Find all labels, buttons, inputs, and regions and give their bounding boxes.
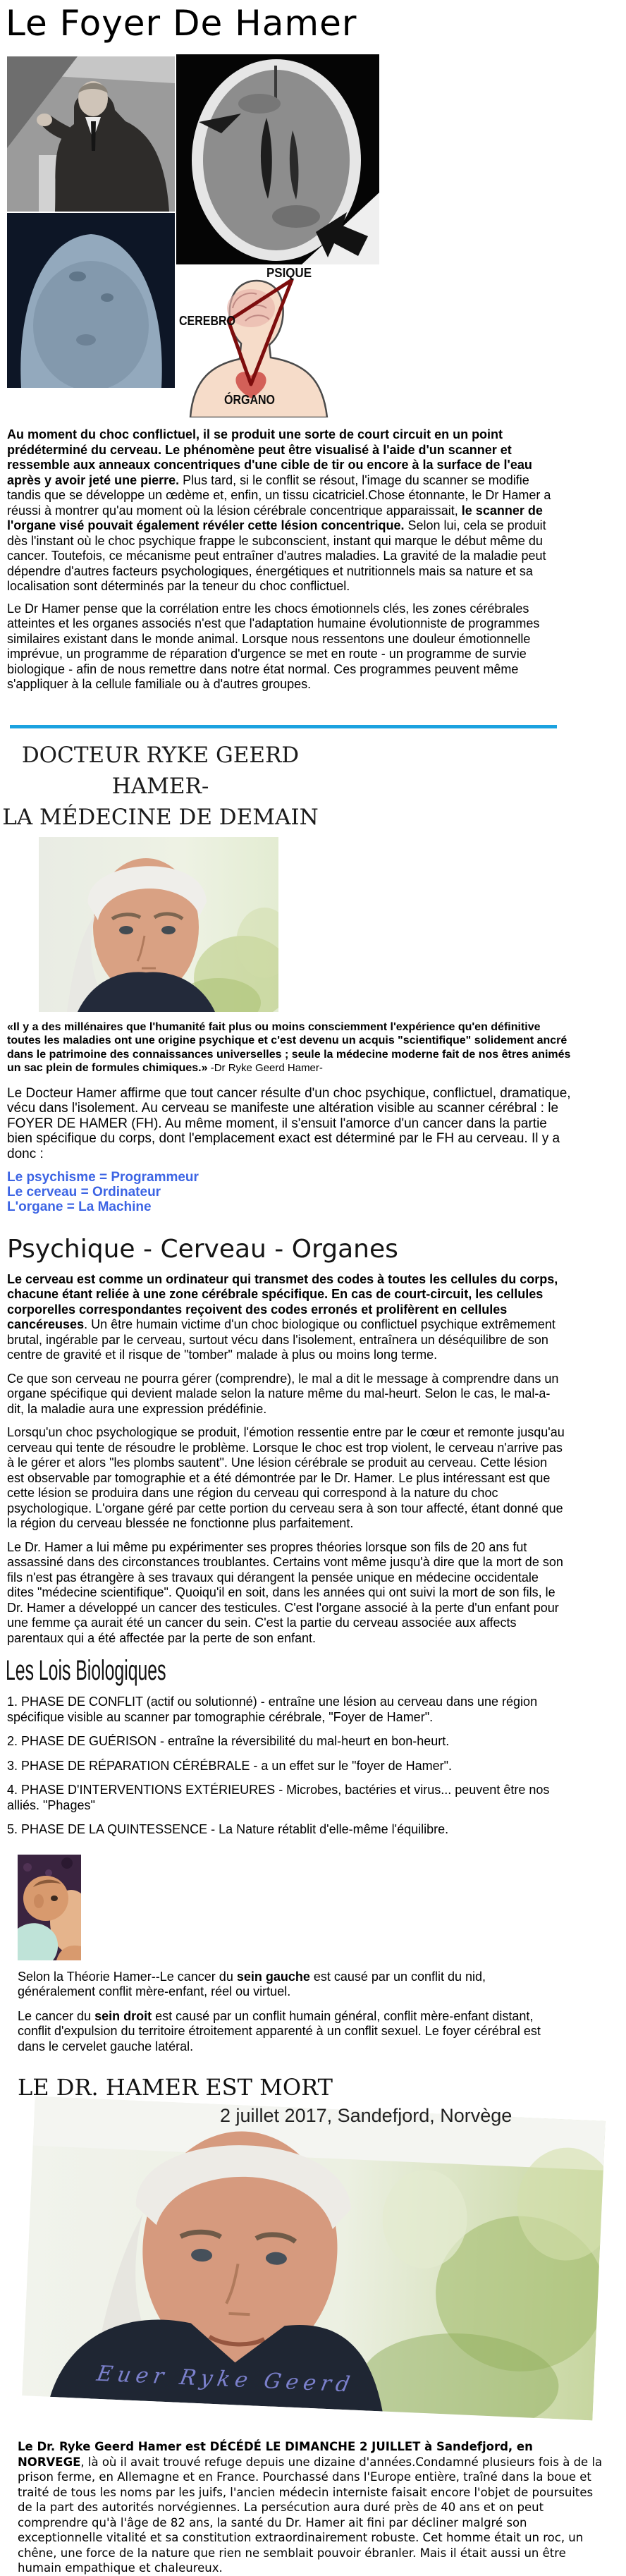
brain-ct-scan-image <box>176 54 379 264</box>
doctor-paragraph: Le Docteur Hamer affirme que tout cancer résulte d'un choc psychique, conflictuel, dramatique, vécu dans l'isolement. Au cerveau se manifeste une altération visible au scanner cérébral : le FOYER DE HAMER (FH). Au même moment, il s'ensuit l'amorce d'un cancer dans la partie bien spécifique du corps, dont l'emplacement exact est déterminé par le FH au cerveau. Il y a donc : <box>7 1085 571 1161</box>
hamer-signature: Euer Ryke Geerd <box>94 2362 357 2398</box>
law-item-2: 2. PHASE DE GUÉRISON - entraîne la réversibilité du mal-heurt en bon-heurt. <box>7 1734 450 1749</box>
sd-run-3: est causé par un conflit humain général, conflit mère-enfant distant, conflit d'expulsion du territoire étroitement apparenté à un conflit sexuel. Le foyer cérébral est dans le cervelet gauche latéral. <box>18 2008 541 2053</box>
sein-droit-paragraph <box>18 2009 560 2055</box>
doctor-heading-line1: DOCTEUR RYKE GEERD HAMER- <box>21 742 300 799</box>
label-cerebro: CEREBRO <box>179 314 235 328</box>
pco-paragraph-4: Le Dr. Hamer a lui même pu expérimenter ses propres théories lorsque son fils de 20 ans fut assassiné dans des circonstances troublantes. Certains vont même jusqu'à dire que la mort de son fils n'est pas étrangère à ses travaux qui dérangent la pensée unique en médecine occidentale dites "médecine scientifique". Quoiqu'il en soit, dans les années qui ont suivi la mort de son fils, le Dr. Hamer a développé un cancer des testicules. C'est l'organe associé à la perte d'un enfant pour une femme ça aurait été un cancer du sein. C'est la partie du cerveau associée aux affects parentaux qui a été affectée par la perte de son enfant. <box>7 1539 563 1645</box>
pco-paragraph-1 <box>7 1272 565 1363</box>
hamer-final-portrait-photo <box>22 2096 606 2421</box>
doctor-section <box>0 740 321 1012</box>
doctor-heading-line2: LA MÉDECINE DE DEMAIN <box>2 804 319 830</box>
intro-p1-bold-1: Au moment du choc conflictuel, il se produit une sorte de court circuit en un point prédéterminé du cerveau. Le phénomène peut être visualisé à l'aide d'un scanner et ressemble aux anneaux concentriques d'une cible de tir ou encore à la surface de l'eau après y avoir jeté une pierre. <box>7 427 532 487</box>
death-date: 2 juillet 2017, Sandefjord, Norvège <box>220 2105 513 2127</box>
equation-organe: L'organe = La Machine <box>7 1200 152 1214</box>
page-title: Le Foyer De Hamer <box>6 3 357 44</box>
equations-block <box>7 1170 626 1214</box>
intro-p1-normal-2: Selon lui, cela se produit dès l'instant où le choc psychique frappe le subconscient, instant qui marque le début même du cancer. Toutefois, ce mécanisme peut entraîner d'autres maladies. La gravité de la maladie peut dépendre d'autres facteurs psychologiques, énergétiques et nutritionnels mais sa nature et sa localisation sont déterminés par la teneur du choc conflictuel. <box>7 518 546 593</box>
sg-run-3: est causé par un conflit du nid, généralement conflit mère-enfant, réel ou virtuel. <box>18 1969 486 1999</box>
sd-run-1: Le cancer du <box>18 2008 95 2023</box>
equation-cerveau: Le cerveau = Ordinateur <box>7 1185 161 1200</box>
blue-divider <box>10 725 557 728</box>
quote-attribution: -Dr Ryke Geerd Hamer- <box>207 1062 323 1074</box>
intro-p1-normal-1: Plus tard, si le conflit se résout, l'image du scanner se modifie tandis que se développe un œdème et, enfin, un tissu cicatriciel.Chose étonnante, le Dr Hamer a réussi à montrer qu'au moment où la lésion cérébrale concentrique apparaissait, <box>7 472 551 518</box>
law-item-4: 4. PHASE D'INTERVENTIONS EXTÉRIEURES - Microbes, bactéries et virus... peuvent être nos alliés. "Phages" <box>7 1783 550 1812</box>
sg-run-2: sein gauche <box>236 1969 310 1984</box>
sg-run-1: Selon la Théorie Hamer--Le cancer du <box>18 1969 237 1984</box>
death-p-bold: Le Dr. Ryke Geerd Hamer est DÉCÉDÉ LE DIMANCHE 2 JUILLET à Sandefjord, en NORVEGE <box>18 2440 533 2469</box>
blue-brain-scan-image <box>7 213 175 388</box>
pco-p1-normal: . Un être humain victime d'un choc biologique ou conflictuel psychique extrêmement brutal, ingérable par le cerveau, surtout vécu dans l'isolement, entraînera un déséquilibre de son centre de gravité et il risque de "tomber" malade à plus ou moins long terme. <box>7 1317 556 1362</box>
psyche-brain-organ-diagram <box>178 264 336 417</box>
law-item-5: 5. PHASE DE LA QUINTESSENCE - La Nature rétablit d'elle-même l'équilibre. <box>7 1822 449 1837</box>
hamer-portrait-photo <box>39 837 278 1012</box>
law-item-1: 1. PHASE DE CONFLIT (actif ou solutionné) - entraîne une lésion au cerveau dans une région spécifique visible au scanner par tomographie cérébrale, "Foyer de Hamer". <box>7 1695 538 1724</box>
intro-paragraph-1 <box>7 427 565 594</box>
death-heading: LE DR. HAMER EST MORT <box>18 2074 333 2101</box>
law-item-3: 3. PHASE DE RÉPARATION CÉRÉBRALE - a un effet sur le "foyer de Hamer". <box>7 1758 453 1773</box>
pco-paragraph-2: Ce que son cerveau ne pourra gérer (comprendre), le mal a dit le message à comprendre dans un organe spécifique qui devient malade selon la nature même du mal-heurt. Selon le cas, le mal-a-dit, la maladie aura une expression prédéfinie. <box>7 1371 559 1416</box>
intro-p1-bold-2: le scanner de l'organe visé pouvait également révéler cette lésion concentrique. <box>7 503 543 532</box>
label-psique: PSIQUE <box>266 266 312 280</box>
laws-heading: Les Lois Biologiques <box>6 1655 166 1687</box>
pco-heading: Psychique - Cerveau - Organes <box>7 1235 398 1264</box>
intro-paragraph-2: Le Dr Hamer pense que la corrélation entre les chocs émotionnels clés, les zones cérébrales atteintes et les organes associés n'est que l'adaptation humaine évolutionniste de programmes similaires existant dans le monde animal. Lorsque nous ressentons une douleur émotionnelle imprévue, un programme de réparation d'urgence se met en route - un programme de survie biologique - afin de nous remettre dans notre état normal. Ces programmes peuvent même s'appliquer à la cellule familiale ou à d'autres groupes. <box>7 601 540 691</box>
hamer-lecture-photo <box>7 56 175 212</box>
quote-text: «Il y a des millénaires que l'humanité fait plus ou moins consciemment l'expérience qu'en définitive toutes les maladies ont une origine psychique et c'est devenu un acquis "scientifique" solidement ancré dans le patrimoine des connaissances universelles ; seule la médecine moderne fait de nos êtres animés un sac plein de formules chimiques.» <box>7 1020 571 1074</box>
death-section <box>0 2075 626 2428</box>
label-organo: ÓRGANO <box>224 393 281 407</box>
death-p-normal: , là où il avait trouvé refuge depuis une dizaine d'années.Condamné plusieurs fois à de la prison ferme, en Allemagne et en France. Pourchassé dans l'Europe entière, traîné dans la boue et traité de tous les noms par les juifs, l'ancien médecin interniste faisait encore l'objet de poursuites de la part des autorités norvégiennes. La persécution aura duré près de 40 ans et on peut comprendre qu'à l'âge de 82 ans, la santé du Dr. Hamer ait fini par décliner malgré son exceptionnelle vitalité et sa constitution extraordinairement robuste. Cet homme était un roc, un chêne, une force de la nature que rien ne semblait pouvoir ébranler. Mais il était aussi un être humain empathique et chaleureux. <box>18 2455 603 2575</box>
hamer-quote <box>7 1020 571 1075</box>
pco-p1-bold: Le cerveau est comme un ordinateur qui transmet des codes à toutes les cellules du corps, chacune étant reliée à une zone cérébrale spécifique. En cas de court-circuit, les cellules corporelles correspondantes reçoivent des codes erronés et prolifèrent en cellules cancéreuses <box>7 1271 558 1332</box>
pco-paragraph-3: Lorsqu'un choc psychologique se produit, l'émotion ressentie entre par le cœur et remonte jusqu'au cerveau qui tente de résoudre le problème. Lorsque le choc est trop violent, le cerveau n'arrive pas à le gérer et alors "les plombs sautent". Une lésion cérébrale se produit au cerveau. Cette lésion est observable par tomographie et a été démontrée par le Dr. Hamer. Le plus intéressant est que cette lésion se produira dans une région du cerveau qui correspond à la nature du choc psychologique. L'organe géré par cette portion du cerveau sera à son tour affecté, étant donné que la région du cerveau blessée ne fonctionne plus parfaitement. <box>7 1425 565 1531</box>
death-paragraph <box>18 2439 603 2576</box>
equation-psychisme: Le psychisme = Programmeur <box>7 1170 199 1185</box>
sein-gauche-paragraph <box>18 1970 560 2000</box>
breastfeeding-photo <box>18 1855 81 1960</box>
top-image-collage <box>7 54 620 417</box>
sd-run-2: sein droit <box>94 2008 152 2023</box>
doctor-heading <box>0 740 321 833</box>
